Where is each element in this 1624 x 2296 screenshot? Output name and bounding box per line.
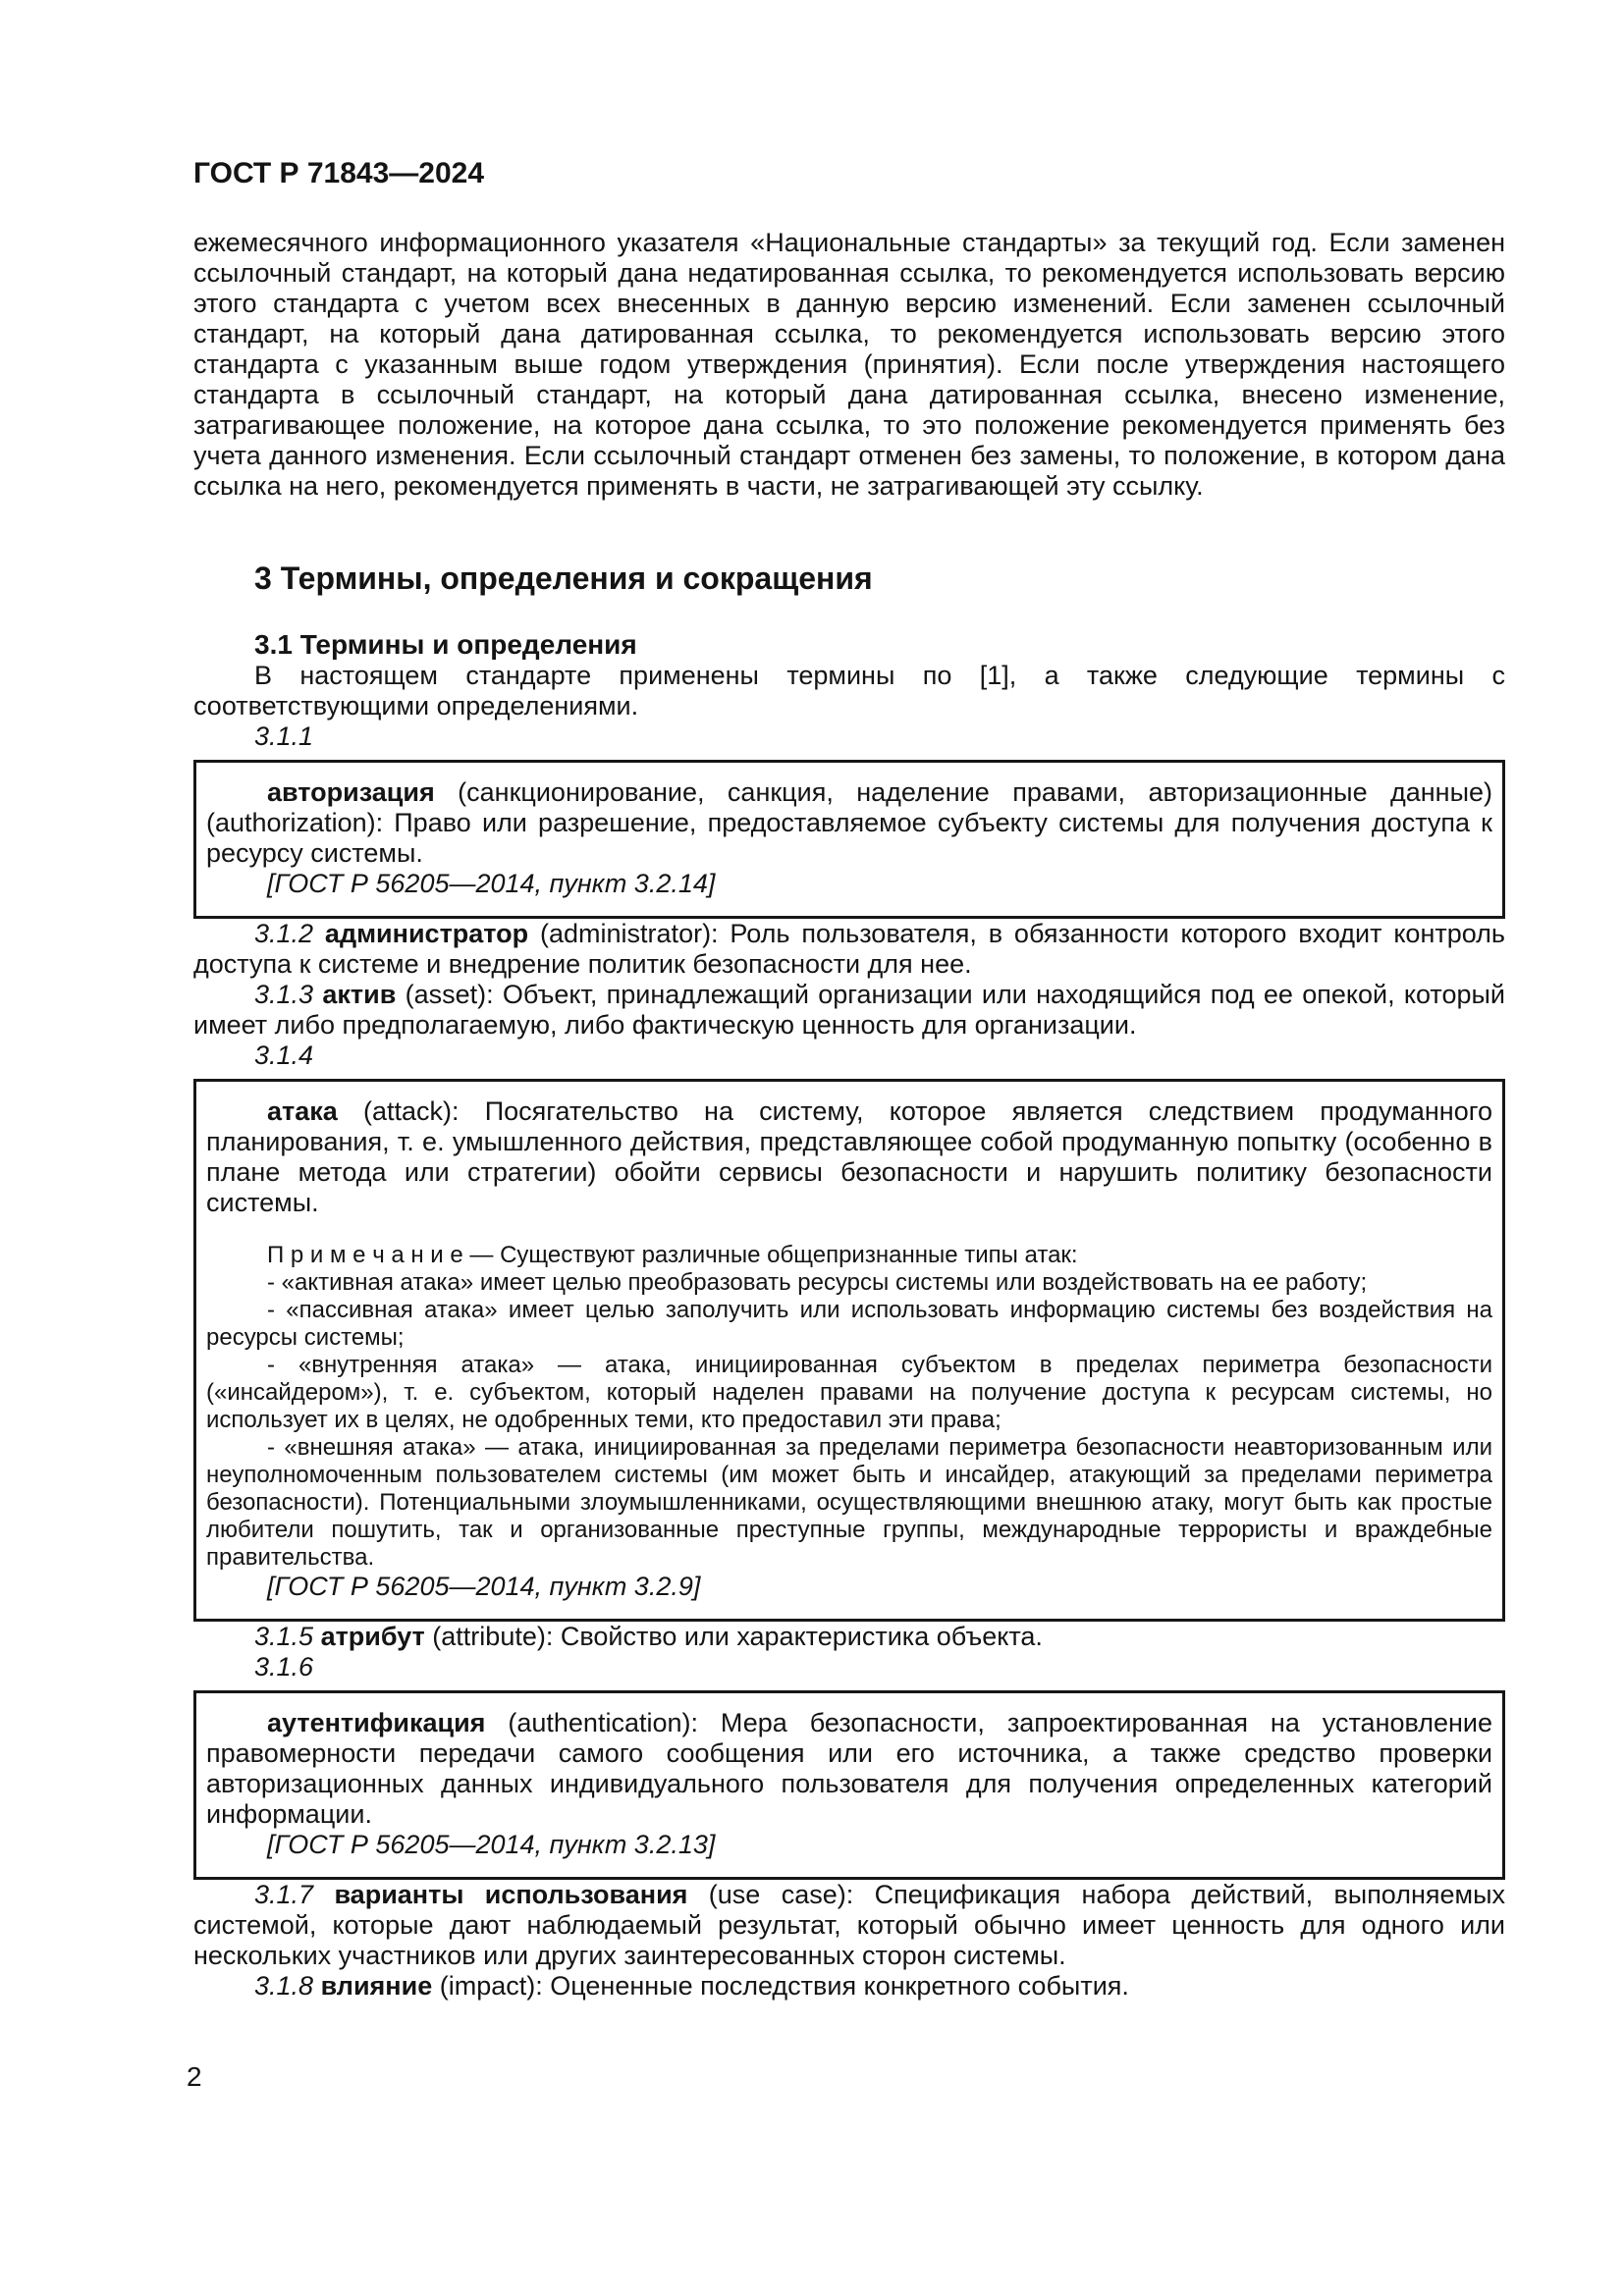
page-content [193, 157, 1505, 2002]
definition-box-authorization [193, 760, 1505, 919]
note-item: - «активная атака» имеет целью преобразовать ресурсы системы или воздействовать на ее работу; [267, 1269, 1368, 1296]
source-reference: [ГОСТ Р 56205—2014, пункт 3.2.14] [267, 869, 716, 898]
clause-number: 3.1.6 [254, 1652, 314, 1682]
definition-text [206, 777, 1492, 869]
term-definition: (administrator): Роль пользователя, в обязанности которого входит контроль доступа к системе и внедрение политик безопасности для нее. [193, 919, 1505, 979]
clause-number: 3.1.5 [254, 1622, 321, 1651]
term-number-3-1-4 [193, 1041, 1505, 1071]
term-name: актив [322, 980, 397, 1009]
term-number-3-1-1 [193, 721, 1505, 752]
terms-intro-paragraph: В настоящем стандарте применены термины по [1], а также следующие термины с соответствующими определениями. [193, 661, 1505, 721]
clause-number: 3.1.4 [254, 1041, 314, 1070]
term-name: атака [267, 1096, 338, 1126]
term-definition: (asset): Объект, принадлежащий организации или находящийся под ее опекой, который имеет либо предполагаемую, либо фактическую ценность для организации. [193, 980, 1505, 1040]
note-intro-text: — Существуют различные общепризнанные типы атак: [462, 1242, 1078, 1268]
note-item: - «внешняя атака» — атака, инициированная за пределами периметра безопасности неавторизованным или неуполномоченным пользователем системы (им может быть и инсайдер, атакующий за пределами периметра безопасности). Потенциальными злоумышленниками, осуществляющими внешнюю атаку, могут быть как простые любители пошутить, так и организованные преступные группы, международные террористы и враждебные правительства. [206, 1434, 1492, 1571]
definition-box-attack [193, 1079, 1505, 1622]
term-definition: (impact): Оцененные последствия конкретного события. [432, 1971, 1129, 2001]
term-definition: (use case): Спецификация набора действий, выполняемых системой, которые дают наблюдаемый результат, который обычно имеет ценность для одного или нескольких участников или других заинтересованных сторон системы. [193, 1880, 1506, 1970]
clause-number: 3.1.2 [254, 919, 325, 948]
term-definition: (attribute): Свойство или характеристика объекта. [424, 1622, 1043, 1651]
term-name: влияние [320, 1971, 433, 2001]
term-definition: (attack): Посягательство на систему, которое является следствием продуманного планирования, т. е. умышленного действия, представляющее собой продуманную попытку (особенно в плане метода или стратегии) обойти сервисы безопасности и нарушить политику безопасности системы. [206, 1096, 1492, 1217]
definition-text [206, 1708, 1492, 1830]
source-reference: [ГОСТ Р 56205—2014, пункт 3.2.9] [267, 1572, 701, 1601]
term-number-3-1-6 [193, 1652, 1505, 1682]
term-definition: (authentication): Мера безопасности, запроектированная на установление правомерности передачи самого сообщения или его источника, а также средство проверки авторизационных данных индивидуального пользователя для получения определенных категорий информации. [206, 1708, 1492, 1829]
continuation-paragraph: ежемесячного информационного указателя «Национальные стандарты» за текущий год. Если заменен ссылочный стандарт, на который дана недатированная ссылка, то рекомендуется использовать версию этого стандарта с учетом всех внесенных в данную версию изменений. Если заменен ссылочный стандарт, на который дана датированная ссылка, то рекомендуется использовать версию этого стандарта с указанным выше годом утверждения (принятия). Если после утверждения настоящего стандарта в ссылочный стандарт, на который дана датированная ссылка, внесено изменение, затрагивающее положение, на которое дана ссылка, то это положение рекомендуется применять без учета данного изменения. Если ссылочный стандарт отменен без замены, то положение, в котором дана ссылка на него, рекомендуется применять в части, не затрагивающей эту ссылку. [193, 228, 1505, 501]
note-item: - «внутренняя атака» — атака, инициированная субъектом в пределах периметра безопасности («инсайдером»), т. е. субъектом, который наделен правами на получение доступа к ресурсам системы, но использует их в целях, не одобренных теми, кто предоставил эти права; [206, 1352, 1492, 1433]
term-name: авторизация [267, 777, 435, 807]
page-number: 2 [187, 2061, 202, 2092]
definition-text [206, 1096, 1492, 1218]
term-name: атрибут [320, 1622, 425, 1651]
definition-3-1-5 [193, 1622, 1505, 1652]
running-head: ГОСТ Р 71843—2024 [193, 157, 485, 189]
definition-3-1-7 [193, 1880, 1505, 1971]
term-name: варианты использования [334, 1880, 688, 1909]
term-name: аутентификация [267, 1708, 486, 1737]
note-item: - «пассивная атака» имеет целью заполучить или использовать информацию системы без воздействия на ресурсы системы; [206, 1297, 1492, 1351]
definition-3-1-2 [193, 919, 1505, 980]
term-name: администратор [324, 919, 529, 948]
note-intro [206, 1242, 1492, 1269]
subsection-heading: 3.1 Термины и определения [254, 629, 637, 660]
definition-3-1-3 [193, 980, 1505, 1041]
clause-number: 3.1.3 [254, 980, 323, 1009]
clause-number: 3.1.7 [254, 1880, 335, 1909]
term-definition: (санкционирование, санкция, наделение правами, авторизационные данные) (authorization): Право или разрешение, предоставляемое субъекту системы для получения доступа к ресурсу системы. [206, 777, 1492, 868]
section-heading: 3 Термины, определения и сокращения [254, 561, 873, 596]
definition-3-1-8 [193, 1971, 1505, 2002]
note-label: П р и м е ч а н и е [267, 1242, 463, 1268]
definition-box-authentication [193, 1690, 1505, 1880]
clause-number: 3.1.1 [254, 721, 314, 751]
source-reference: [ГОСТ Р 56205—2014, пункт 3.2.13] [267, 1830, 716, 1859]
clause-number: 3.1.8 [254, 1971, 321, 2001]
